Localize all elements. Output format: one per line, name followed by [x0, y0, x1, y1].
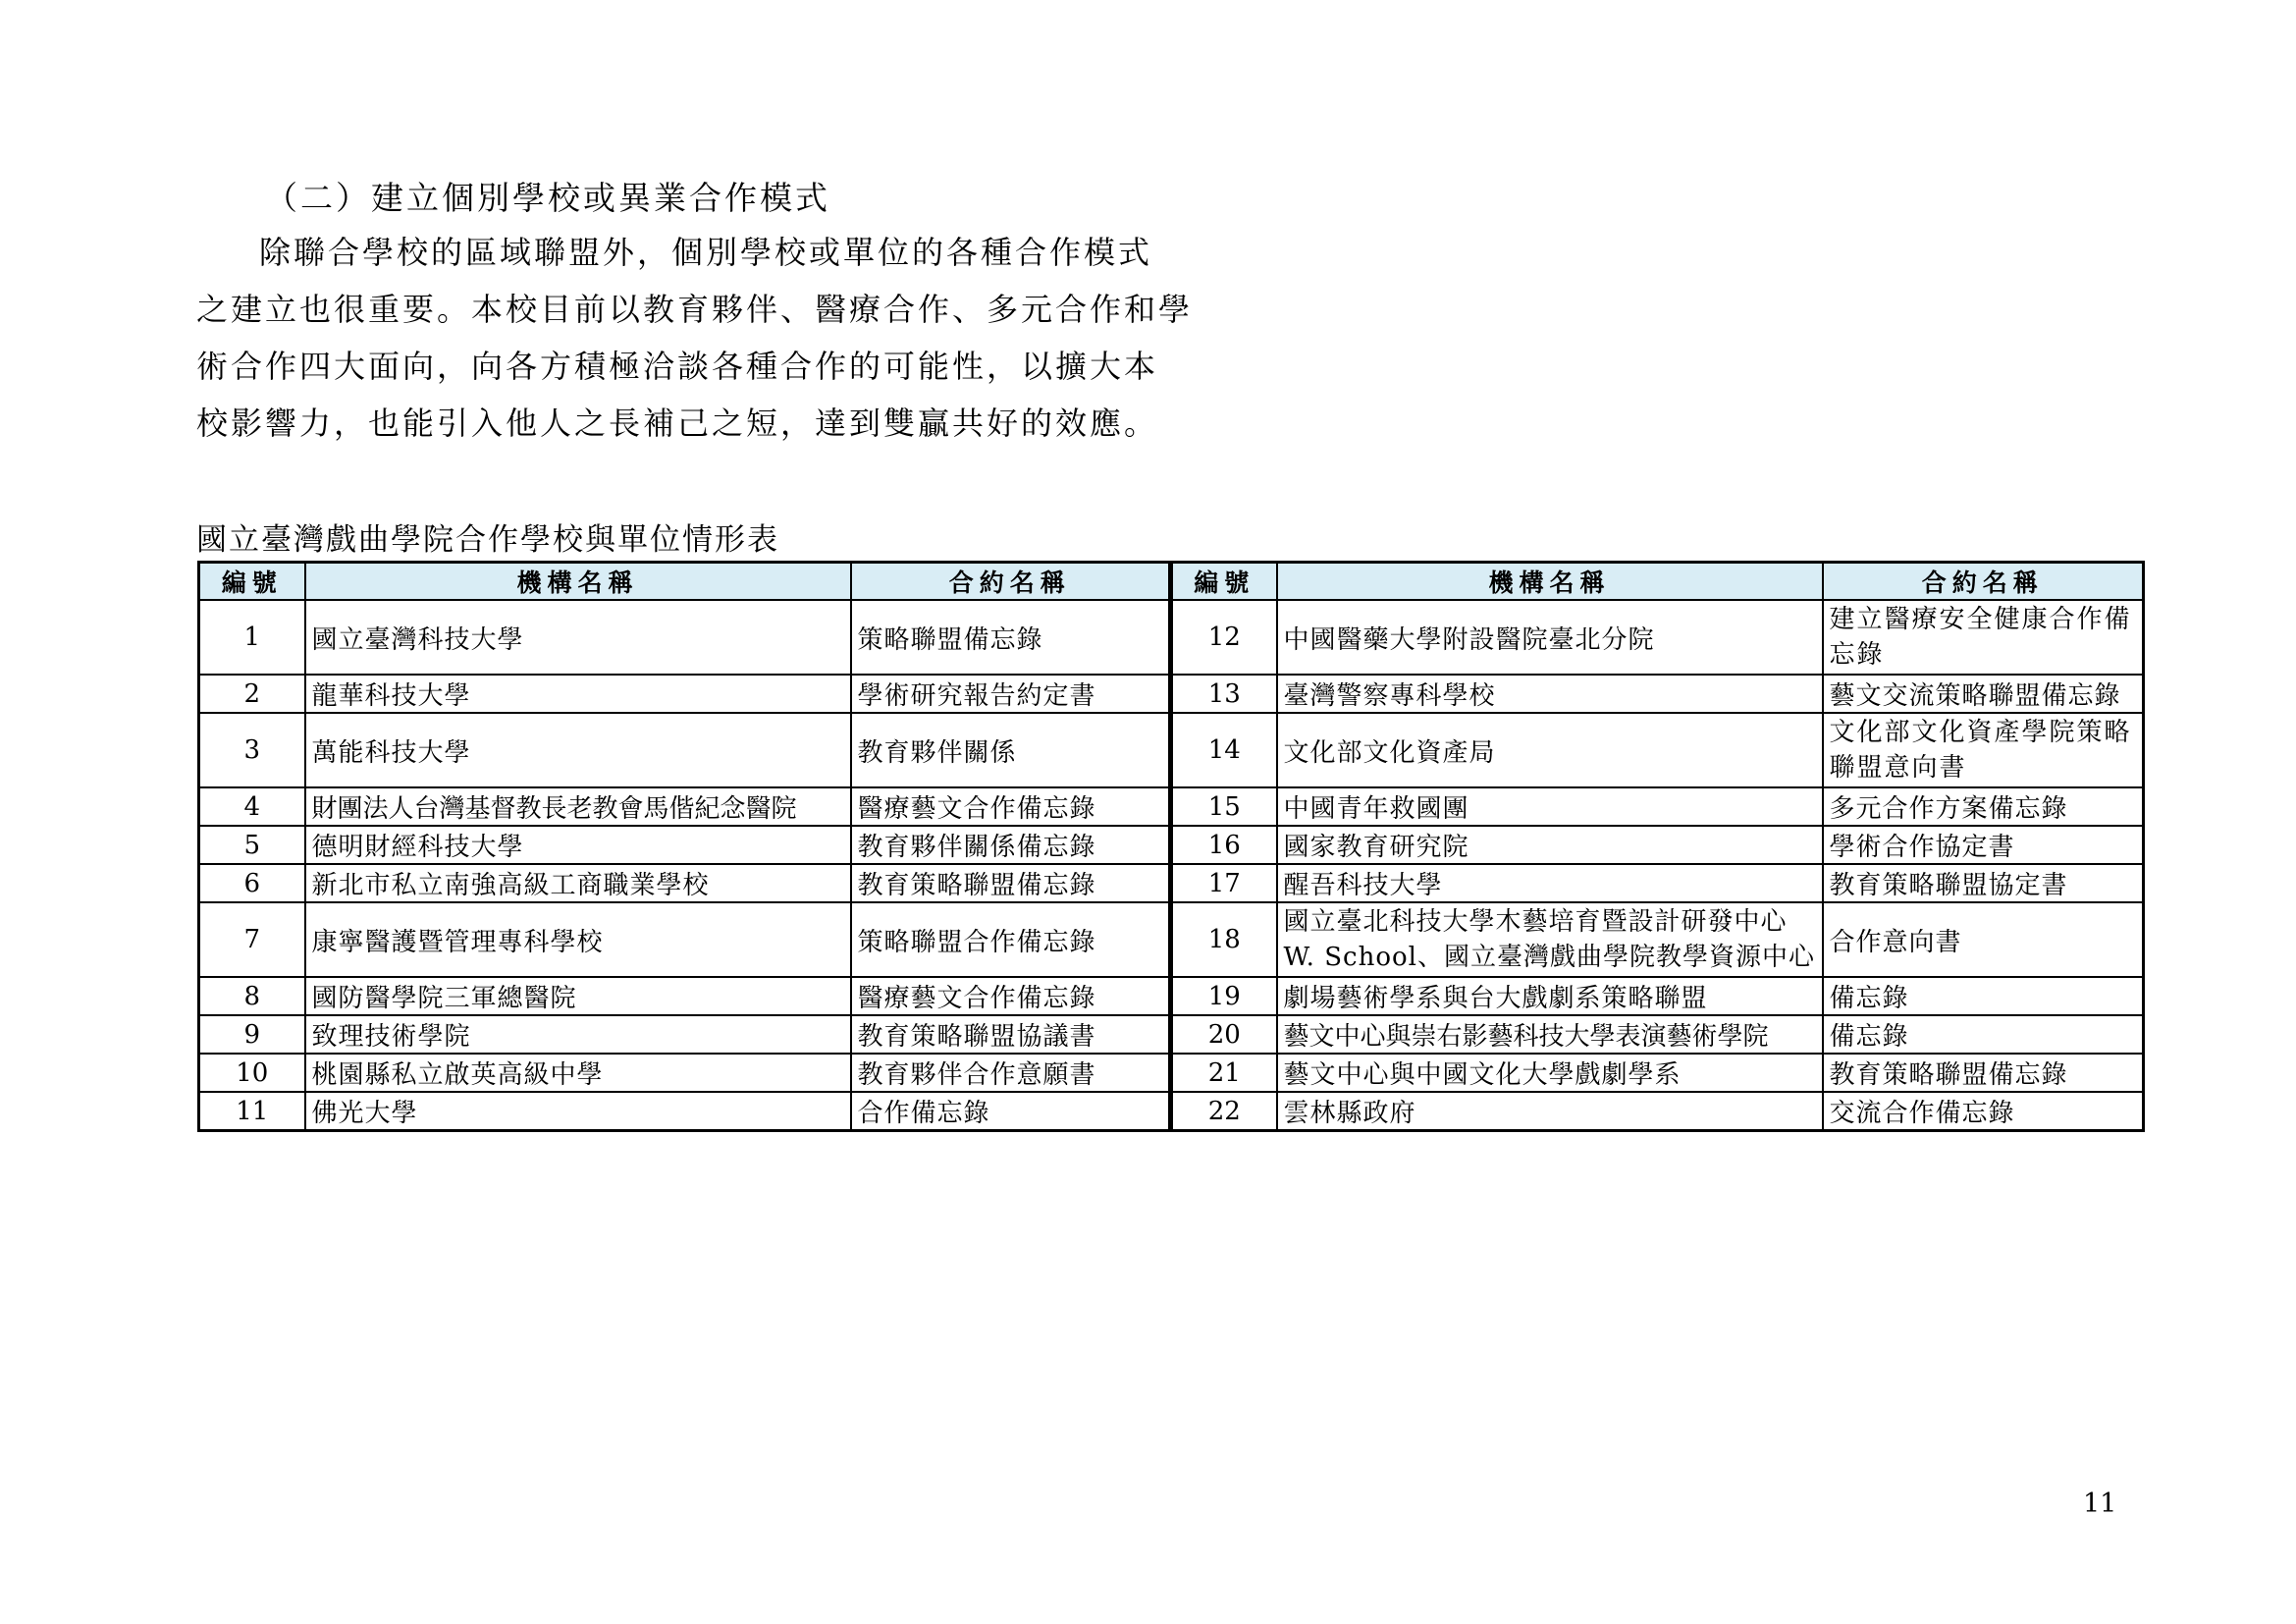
cell-no: 1	[199, 600, 305, 675]
table-row	[199, 1054, 2144, 1092]
header-org: 機構名稱	[1277, 563, 1823, 601]
cell-contract: 交流合作備忘錄	[1823, 1092, 2144, 1131]
cell-no: 12	[1171, 600, 1277, 675]
cell-org: 桃園縣私立啟英高級中學	[305, 1054, 851, 1092]
cell-contract: 教育策略聯盟協定書	[1823, 864, 2144, 902]
header-no: 編號	[199, 563, 305, 601]
section-heading: （二）建立個別學校或異業合作模式	[265, 179, 830, 217]
header-contract: 合約名稱	[851, 563, 1171, 601]
cell-org: 醒吾科技大學	[1277, 864, 1823, 902]
cell-org: 佛光大學	[305, 1092, 851, 1131]
header-org: 機構名稱	[305, 563, 851, 601]
table-row	[199, 1015, 2144, 1054]
cell-contract: 合作備忘錄	[851, 1092, 1171, 1131]
page-number: 11	[2083, 1489, 2117, 1519]
cell-contract: 備忘錄	[1823, 977, 2144, 1015]
cell-no: 22	[1171, 1092, 1277, 1131]
table-row	[199, 864, 2144, 902]
cell-contract: 學術研究報告約定書	[851, 675, 1171, 713]
cell-no: 14	[1171, 713, 1277, 787]
cell-no: 17	[1171, 864, 1277, 902]
table-row	[199, 826, 2144, 864]
paragraph-line: 之建立也很重要。本校目前以教育夥伴、醫療合作、多元合作和學	[196, 291, 1194, 328]
cell-org: 國家教育研究院	[1277, 826, 1823, 864]
cell-org: 康寧醫護暨管理專科學校	[305, 902, 851, 977]
cell-no: 18	[1171, 902, 1277, 977]
cell-org: 新北市私立南強高級工商職業學校	[305, 864, 851, 902]
paragraph-line: 術合作四大面向，向各方積極洽談各種合作的可能性，以擴大本	[196, 348, 1159, 385]
cell-no: 6	[199, 864, 305, 902]
cell-contract: 醫療藝文合作備忘錄	[851, 787, 1171, 826]
cell-no: 16	[1171, 826, 1277, 864]
cell-no: 3	[199, 713, 305, 787]
cell-no: 2	[199, 675, 305, 713]
table-row	[199, 977, 2144, 1015]
cell-contract: 教育策略聯盟協議書	[851, 1015, 1171, 1054]
cell-no: 7	[199, 902, 305, 977]
cell-org: 國立臺北科技大學木藝培育暨設計研發中心W. School、國立臺灣戲曲學院教學資源中心	[1277, 902, 1823, 977]
cell-no: 19	[1171, 977, 1277, 1015]
cell-contract: 教育夥伴合作意願書	[851, 1054, 1171, 1092]
cell-contract: 學術合作協定書	[1823, 826, 2144, 864]
cell-org: 國防醫學院三軍總醫院	[305, 977, 851, 1015]
table-row	[199, 713, 2144, 787]
cell-contract: 教育策略聯盟備忘錄	[1823, 1054, 2144, 1092]
cell-no: 11	[199, 1092, 305, 1131]
cell-no: 21	[1171, 1054, 1277, 1092]
cell-org: 藝文中心與崇右影藝科技大學表演藝術學院	[1277, 1015, 1823, 1054]
cell-org: 德明財經科技大學	[305, 826, 851, 864]
header-no: 編號	[1171, 563, 1277, 601]
cell-contract: 策略聯盟備忘錄	[851, 600, 1171, 675]
cell-org: 雲林縣政府	[1277, 1092, 1823, 1131]
cell-no: 15	[1171, 787, 1277, 826]
cell-no: 13	[1171, 675, 1277, 713]
table-row	[199, 787, 2144, 826]
cell-org: 國立臺灣科技大學	[305, 600, 851, 675]
cell-contract: 策略聯盟合作備忘錄	[851, 902, 1171, 977]
partnership-table	[197, 561, 2145, 1132]
cell-org: 萬能科技大學	[305, 713, 851, 787]
cell-contract: 藝文交流策略聯盟備忘錄	[1823, 675, 2144, 713]
intro-paragraph	[196, 224, 1194, 452]
cell-org: 財團法人台灣基督教長老教會馬偕紀念醫院	[305, 787, 851, 826]
paragraph-line: 除聯合學校的區域聯盟外，個別學校或單位的各種合作模式	[259, 234, 1153, 271]
cell-org: 文化部文化資產局	[1277, 713, 1823, 787]
cell-contract: 教育策略聯盟備忘錄	[851, 864, 1171, 902]
cell-contract: 建立醫療安全健康合作備忘錄	[1823, 600, 2144, 675]
cell-org: 致理技術學院	[305, 1015, 851, 1054]
table-caption: 國立臺灣戲曲學院合作學校與單位情形表	[196, 522, 779, 558]
cell-org: 藝文中心與中國文化大學戲劇學系	[1277, 1054, 1823, 1092]
cell-contract: 教育夥伴關係備忘錄	[851, 826, 1171, 864]
paragraph-line: 校影響力，也能引入他人之長補己之短，達到雙贏共好的效應。	[196, 405, 1159, 442]
cell-no: 20	[1171, 1015, 1277, 1054]
cell-contract: 合作意向書	[1823, 902, 2144, 977]
cell-no: 5	[199, 826, 305, 864]
table-row	[199, 600, 2144, 675]
cell-org: 劇場藝術學系與台大戲劇系策略聯盟	[1277, 977, 1823, 1015]
cell-org: 龍華科技大學	[305, 675, 851, 713]
header-contract: 合約名稱	[1823, 563, 2144, 601]
cell-no: 9	[199, 1015, 305, 1054]
cell-contract: 醫療藝文合作備忘錄	[851, 977, 1171, 1015]
cell-contract: 備忘錄	[1823, 1015, 2144, 1054]
table-row	[199, 1092, 2144, 1131]
table-header-row	[199, 563, 2144, 601]
cell-org: 中國醫藥大學附設醫院臺北分院	[1277, 600, 1823, 675]
cell-contract: 文化部文化資產學院策略聯盟意向書	[1823, 713, 2144, 787]
cell-no: 4	[199, 787, 305, 826]
table-row	[199, 902, 2144, 977]
table-row	[199, 675, 2144, 713]
cell-org: 臺灣警察專科學校	[1277, 675, 1823, 713]
cell-contract: 教育夥伴關係	[851, 713, 1171, 787]
cell-org: 中國青年救國團	[1277, 787, 1823, 826]
cell-no: 8	[199, 977, 305, 1015]
cell-no: 10	[199, 1054, 305, 1092]
cell-contract: 多元合作方案備忘錄	[1823, 787, 2144, 826]
